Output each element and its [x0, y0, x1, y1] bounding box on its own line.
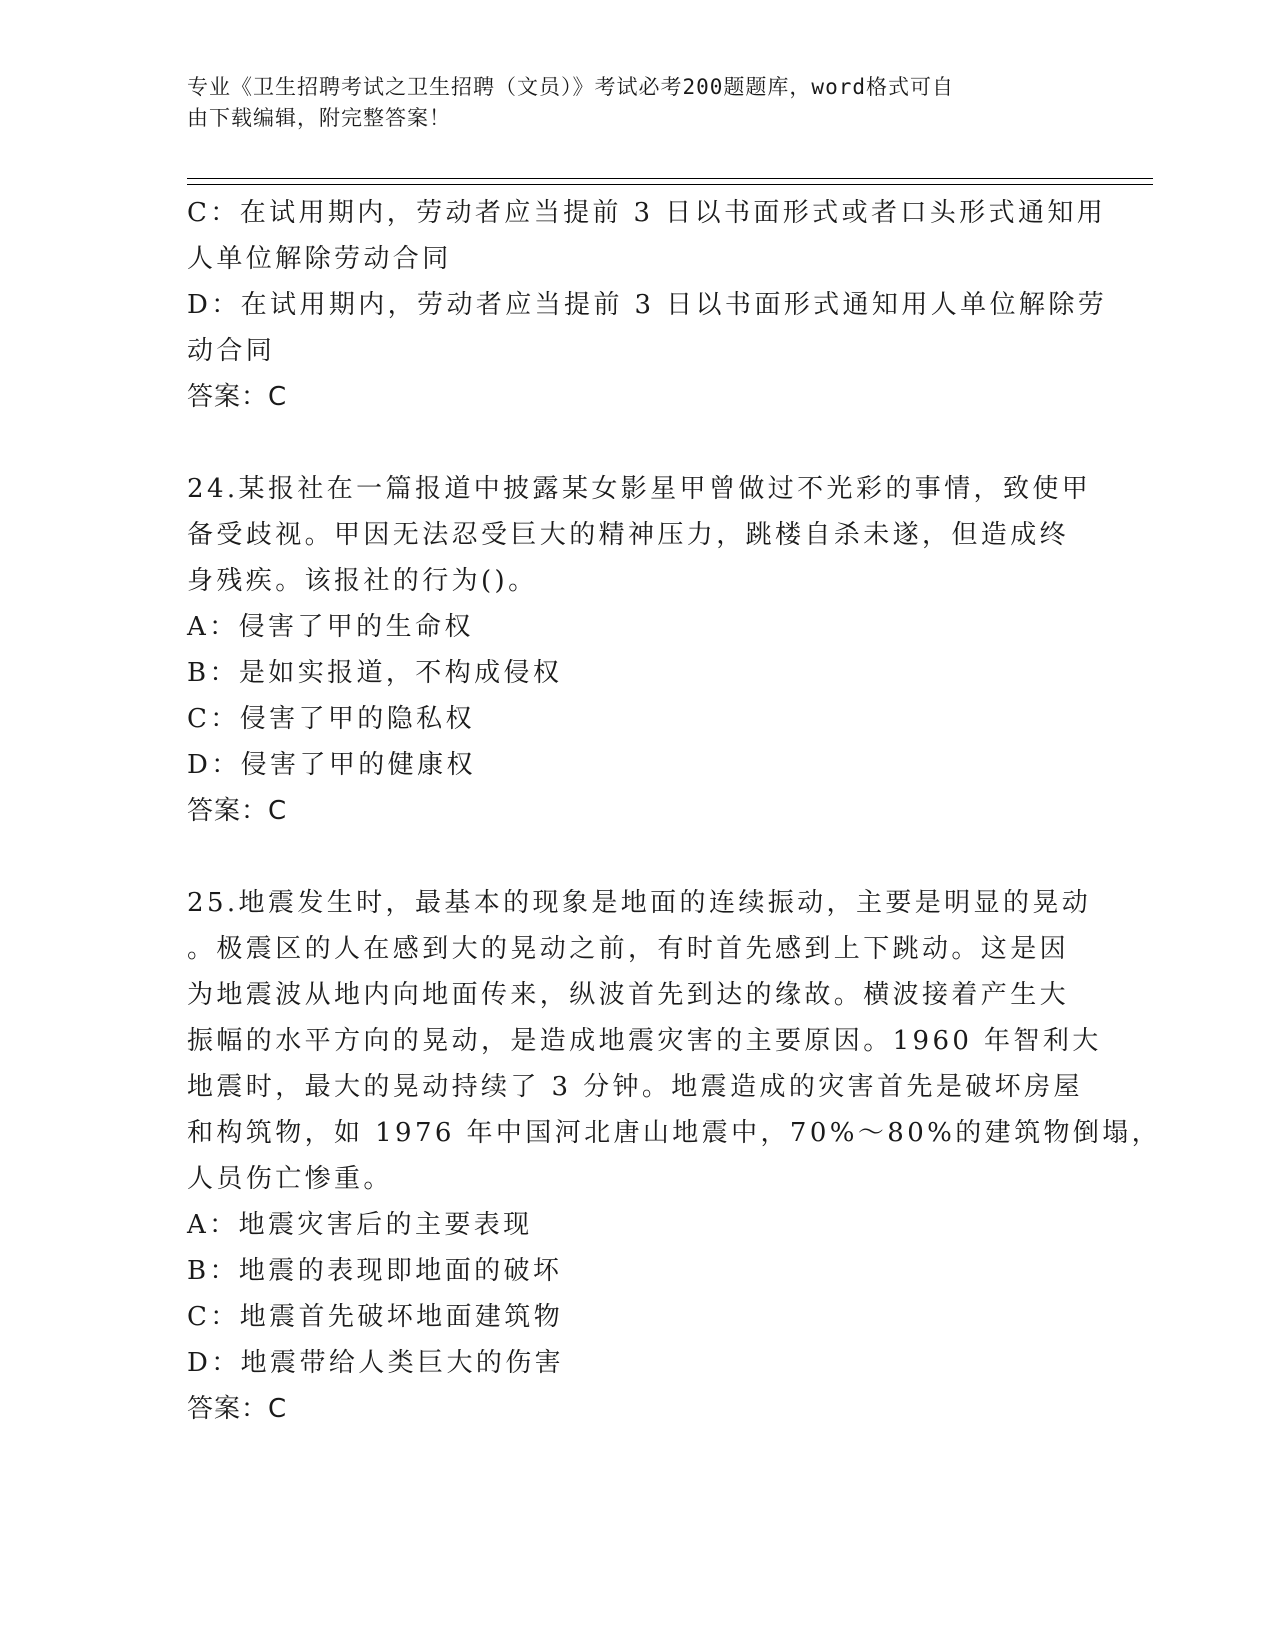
question-24 — [187, 466, 1092, 834]
option-a: A：侵害了甲的生命权 — [187, 612, 474, 642]
spacer — [187, 834, 1077, 880]
question-stem-line: 24.某报社在一篇报道中披露某女影星甲曾做过不光彩的事情，致使甲 — [187, 474, 1092, 504]
option-c: C：地震首先破坏地面建筑物 — [187, 1302, 564, 1332]
question-stem-line: 和构筑物，如 1976 年中国河北唐山地震中，70%～80%的建筑物倒塌， — [187, 1118, 1162, 1148]
option-d: D：侵害了甲的健康权 — [187, 750, 476, 780]
option-b: B：是如实报道，不构成侵权 — [187, 658, 563, 688]
option-c-line: 人单位解除劳动合同 — [187, 244, 452, 274]
option-d-line: 动合同 — [187, 336, 276, 366]
answer-line: 答案：C — [187, 796, 288, 826]
question-stem-line: 备受歧视。甲因无法忍受巨大的精神压力，跳楼自杀未遂，但造成终 — [187, 520, 1070, 550]
header-line: 由下载编辑，附完整答案！ — [187, 106, 451, 130]
question-25 — [187, 880, 1162, 1432]
option-d-line: D：在试用期内，劳动者应当提前 3 日以书面形式通知用人单位解除劳 — [187, 290, 1108, 320]
option-b: B：地震的表现即地面的破坏 — [187, 1256, 563, 1286]
question-stem-line: 25.地震发生时，最基本的现象是地面的连续振动，主要是明显的晃动 — [187, 888, 1092, 918]
question-stem-line: 为地震波从地内向地面传来，纵波首先到达的缘故。横波接着产生大 — [187, 980, 1070, 1010]
document-body — [187, 190, 1162, 1432]
question-stem-line: 身残疾。该报社的行为()。 — [187, 566, 538, 596]
option-a: A：地震灾害后的主要表现 — [187, 1210, 533, 1240]
prev-question-block — [187, 190, 1108, 420]
answer-line: 答案：C — [187, 382, 288, 412]
answer-line: 答案：C — [187, 1394, 288, 1424]
header-line: 专业《卫生招聘考试之卫生招聘（文员）》考试必考200题题库，word格式可自 — [187, 75, 954, 99]
question-stem-line: 。极震区的人在感到大的晃动之前，有时首先感到上下跳动。这是因 — [187, 934, 1070, 964]
page-header — [187, 72, 1067, 134]
question-stem-line: 地震时，最大的晃动持续了 3 分钟。地震造成的灾害首先是破坏房屋 — [187, 1072, 1083, 1102]
option-c-line: C：在试用期内，劳动者应当提前 3 日以书面形式或者口头形式通知用 — [187, 198, 1107, 228]
spacer — [187, 420, 1077, 466]
question-stem-line: 振幅的水平方向的晃动，是造成地震灾害的主要原因。1960 年智利大 — [187, 1026, 1102, 1056]
option-c: C：侵害了甲的隐私权 — [187, 704, 475, 734]
question-stem-line: 人员伤亡惨重。 — [187, 1164, 393, 1194]
option-d: D：地震带给人类巨大的伤害 — [187, 1348, 565, 1378]
header-divider — [187, 178, 1153, 185]
